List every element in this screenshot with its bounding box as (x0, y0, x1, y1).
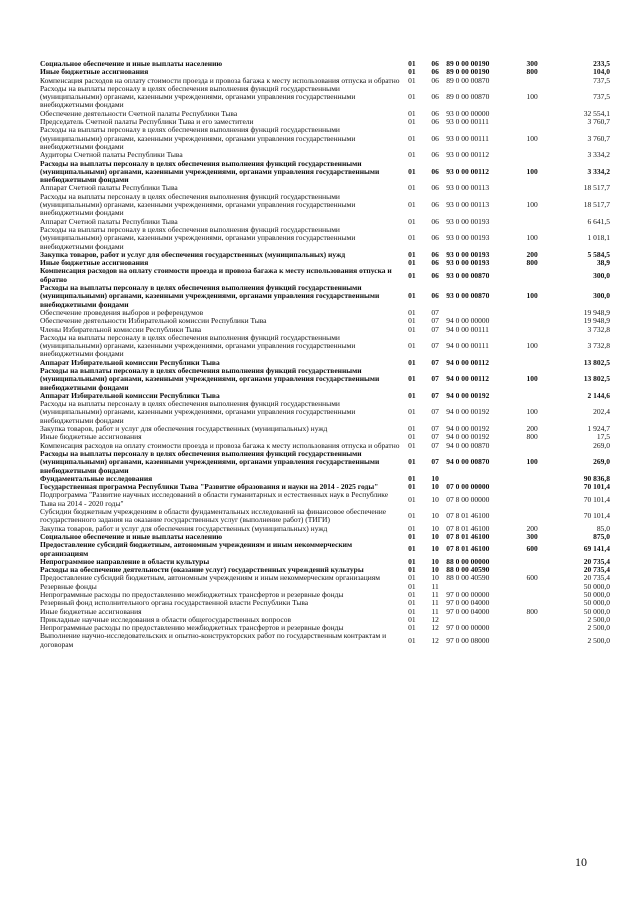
row-target-article-code: 93 0 00 00193 (446, 258, 490, 268)
row-expense-type-code (517, 483, 547, 491)
row-expense-type-code (517, 508, 547, 525)
row-expense-type-code (517, 616, 547, 624)
row-subsection-code: 06 (431, 200, 439, 210)
row-name: Расходы на выплаты персоналу в целях обеспечения выполнения функций государственными (муниципальными) органами, казенными учреждениями, органами управления государственными внебюджетными фондами (40, 224, 356, 251)
row-section-code: 01 (408, 432, 416, 442)
row-amount: 2 144,6 (587, 390, 610, 400)
row-subsection-code: 06 (431, 150, 439, 160)
table-row (40, 450, 610, 475)
row-subsection-code: 11 (431, 598, 439, 608)
row-target-article-code: 88 0 00 40590 (446, 565, 490, 575)
row-name: Предоставление субсидий бюджетным, автономным учреждениям и иным некоммерческим организациям (40, 573, 380, 583)
row-target-article-code: 93 0 00 00193 (446, 216, 490, 226)
row-amount: 20 735,4 (583, 573, 610, 583)
row-name: Субсидии бюджетным учреждениям в области фундаментальных исследований на финансовое обеспечение государственного задания на оказание государственных услуг (выполнение работ) (ТИГИ) (40, 507, 387, 525)
row-expense-type-code (517, 110, 547, 118)
table-row (40, 508, 610, 525)
row-subsection-code: 11 (431, 581, 439, 591)
row-name: Выполнение научно-исследовательских и опытно-конструкторских работ по государственным контрактам и договорам (40, 631, 387, 649)
row-name: Расходы на выплаты персоналу в целях обеспечения выполнения функций государственными (муниципальными) органами, казенными учреждениями, органами управления государственными внебюджетными фондами (40, 191, 356, 218)
row-amount: 6 641,5 (587, 216, 610, 226)
row-name: Расходы на выплаты персоналу в целях обеспечения выполнения функций государственными (муниципальными) органами, казенными учреждениями, органами управления государственными внебюджетными фондами (40, 332, 356, 359)
row-subsection-code: 06 (431, 291, 439, 301)
row-subsection-code: 07 (431, 407, 439, 417)
row-subsection-code: 10 (431, 531, 439, 541)
row-amount: 20 735,4 (583, 565, 610, 575)
row-expense-type-code: 800 (526, 606, 538, 616)
row-amount: 32 554,1 (583, 108, 610, 118)
row-name: Обеспечение проведения выборов и референдумов (40, 307, 204, 317)
row-target-article-code: 97 0 00 04000 (446, 598, 490, 608)
table-row (40, 226, 610, 251)
row-subsection-code: 12 (431, 635, 439, 645)
row-amount: 18 517,7 (583, 200, 610, 210)
row-amount: 18 517,7 (583, 183, 610, 193)
row-subsection-code: 06 (431, 270, 439, 280)
row-subsection-code: 10 (431, 482, 439, 492)
table-row (40, 334, 610, 359)
row-section-code: 01 (408, 565, 416, 575)
row-subsection-code: 06 (431, 216, 439, 226)
row-target-article-code: 89 0 00 00870 (446, 75, 490, 85)
row-expense-type-code: 100 (526, 92, 538, 102)
row-expense-type-code: 800 (526, 258, 538, 268)
row-section-code: 01 (408, 108, 416, 118)
row-target-article-code: 93 0 00 00112 (446, 150, 490, 160)
table-row (40, 193, 610, 218)
row-expense-type-code: 200 (526, 424, 538, 434)
row-expense-type-code (517, 267, 547, 284)
row-subsection-code: 11 (431, 606, 439, 616)
row-subsection-code: 07 (431, 390, 439, 400)
row-name: Предоставление субсидий бюджетным, автономным учреждениям и иным некоммерческим организациям (40, 540, 353, 558)
row-target-article-code: 94 0 00 00000 (446, 316, 490, 326)
row-expense-type-code: 200 (526, 249, 538, 259)
row-name: Непрограммное направление в области культуры (40, 556, 210, 566)
row-target-article-code: 93 0 00 00193 (446, 249, 490, 259)
row-name: Подпрограмма "Развитие научных исследований в области гуманитарных и естественных наук в Республике Тыва на 2014 - 2020 годы" (40, 490, 389, 508)
row-amount: 269,0 (593, 457, 610, 467)
row-section-code: 01 (408, 166, 416, 176)
table-row (40, 400, 610, 425)
row-target-article-code: 97 0 00 00000 (446, 623, 490, 633)
row-name: Прикладные научные исследования в области общегосударственных вопросов (40, 614, 291, 624)
row-subsection-code: 10 (431, 573, 439, 583)
row-amount: 20 735,4 (583, 556, 610, 566)
row-name: Аппарат Счетной палаты Республики Тыва (40, 183, 178, 193)
row-section-code: 01 (408, 494, 416, 504)
table-row (40, 284, 610, 309)
row-expense-type-code: 600 (526, 573, 538, 583)
row-section-code: 01 (408, 258, 416, 268)
row-subsection-code: 07 (431, 457, 439, 467)
row-subsection-code: 07 (431, 324, 439, 334)
row-name: Непрограммные расходы по предоставлению межбюджетных трансфертов и резервные фонды (40, 623, 344, 633)
row-section-code: 01 (408, 424, 416, 434)
row-amount: 3 334,2 (587, 150, 610, 160)
row-section-code: 01 (408, 150, 416, 160)
row-target-article-code: 07 8 01 46100 (446, 523, 490, 533)
row-section-code: 01 (408, 473, 416, 483)
row-name: Иные бюджетные ассигнования (40, 606, 142, 616)
row-name: Расходы на выплаты персоналу в целях обеспечения выполнения функций государственными (муниципальными) органами, казенными учреждениями, органами управления государственными внебюджетными фондами (40, 365, 380, 392)
row-name: Расходы на выплаты персоналу в целях обеспечения выполнения функций государственными (муниципальными) органами, казенными учреждениями, органами управления государственными внебюджетными фондами (40, 283, 380, 309)
row-expense-type-code (517, 632, 547, 649)
row-section-code: 01 (408, 581, 416, 591)
row-section-code: 01 (408, 598, 416, 608)
row-amount: 70 101,4 (583, 511, 610, 521)
row-section-code: 01 (408, 233, 416, 243)
row-subsection-code: 06 (431, 249, 439, 259)
row-expense-type-code: 100 (526, 133, 538, 143)
row-name: Резервные фонды (40, 581, 97, 591)
row-section-code: 01 (408, 75, 416, 85)
row-subsection-code: 07 (431, 341, 439, 351)
row-amount: 3 760,7 (587, 117, 610, 127)
row-target-article-code: 89 0 00 00870 (446, 92, 490, 102)
row-target-article-code: 88 0 00 40590 (446, 573, 490, 583)
row-expense-type-code: 600 (526, 544, 538, 554)
row-expense-type-code: 100 (526, 407, 538, 417)
row-section-code: 01 (408, 200, 416, 210)
row-name: Социальное обеспечение и иные выплаты населению (40, 59, 223, 68)
row-name: Аппарат Избирательной комиссии Республики Тыва (40, 390, 220, 400)
row-section-code: 01 (408, 59, 416, 68)
row-amount: 875,0 (593, 531, 610, 541)
table-row (40, 267, 610, 284)
row-subsection-code: 06 (431, 183, 439, 193)
table-row (40, 126, 610, 151)
row-amount: 3 334,2 (587, 166, 610, 176)
row-subsection-code: 07 (431, 424, 439, 434)
row-expense-type-code (517, 118, 547, 126)
row-expense-type-code: 100 (526, 233, 538, 243)
row-subsection-code: 06 (431, 75, 439, 85)
row-subsection-code: 10 (431, 544, 439, 554)
row-name: Компенсация расходов на оплату стоимости проезда и провоза багажа к месту использования отпуска и обратно (40, 266, 392, 284)
row-amount: 300,0 (593, 270, 610, 280)
row-target-article-code: 94 0 00 00870 (446, 457, 490, 467)
row-section-code: 01 (408, 635, 416, 645)
row-subsection-code: 06 (431, 92, 439, 102)
row-target-article-code: 93 0 00 00000 (446, 108, 490, 118)
budget-table-body (40, 60, 610, 649)
row-subsection-code: 06 (431, 258, 439, 268)
row-amount: 50 000,0 (583, 598, 610, 608)
row-section-code: 01 (408, 117, 416, 127)
row-expense-type-code: 100 (526, 457, 538, 467)
row-target-article-code: 07 8 01 46100 (446, 544, 490, 554)
row-section-code: 01 (408, 511, 416, 521)
row-target-article-code: 93 0 00 00111 (446, 133, 489, 143)
table-row (40, 632, 610, 649)
row-section-code: 01 (408, 573, 416, 583)
row-expense-type-code (517, 442, 547, 450)
row-target-article-code: 97 0 00 00000 (446, 590, 490, 599)
row-target-article-code: 94 0 00 00192 (446, 432, 490, 442)
row-amount: 50 000,0 (583, 606, 610, 616)
row-section-code: 01 (408, 183, 416, 193)
row-expense-type-code (517, 359, 547, 367)
row-expense-type-code (517, 392, 547, 400)
row-expense-type-code (517, 77, 547, 85)
row-section-code: 01 (408, 216, 416, 226)
row-amount: 737,5 (593, 75, 610, 85)
row-expense-type-code (517, 317, 547, 325)
row-name: Аппарат Счетной палаты Республики Тыва (40, 216, 178, 226)
row-amount: 90 836,8 (583, 473, 610, 483)
row-target-article-code: 97 0 00 08000 (446, 635, 490, 645)
row-target-article-code: 07 0 00 00000 (446, 482, 490, 492)
row-expense-type-code (517, 151, 547, 159)
row-target-article-code: 88 0 00 00000 (446, 556, 490, 566)
page-number: 10 (575, 855, 587, 869)
row-amount: 70 101,4 (583, 482, 610, 492)
row-amount: 1 924,7 (587, 424, 610, 434)
row-section-code: 01 (408, 316, 416, 326)
row-subsection-code: 10 (431, 473, 439, 483)
row-target-article-code: 07 8 00 00000 (446, 494, 490, 504)
row-subsection-code: 10 (431, 523, 439, 533)
row-expense-type-code: 300 (526, 59, 538, 68)
row-expense-type-code (517, 218, 547, 226)
row-target-article-code: 93 0 00 00113 (446, 183, 490, 193)
row-subsection-code: 07 (431, 316, 439, 326)
row-section-code: 01 (408, 341, 416, 351)
row-amount: 13 802,5 (583, 374, 610, 384)
row-section-code: 01 (408, 556, 416, 566)
row-target-article-code: 94 0 00 00192 (446, 407, 490, 417)
row-subsection-code: 06 (431, 117, 439, 127)
row-expense-type-code (517, 583, 547, 591)
row-expense-type-code: 300 (526, 531, 538, 541)
row-amount: 202,4 (593, 407, 610, 417)
row-amount: 300,0 (593, 291, 610, 301)
row-amount: 38,9 (596, 258, 610, 268)
row-name: Непрограммные расходы по предоставлению межбюджетных трансфертов и резервные фонды (40, 590, 344, 599)
table-row (40, 491, 610, 508)
row-subsection-code: 07 (431, 357, 439, 367)
row-target-article-code: 07 8 01 46100 (446, 531, 490, 541)
row-subsection-code: 06 (431, 108, 439, 118)
row-amount: 13 802,5 (583, 357, 610, 367)
table-row (40, 541, 610, 558)
row-target-article-code: 94 0 00 00192 (446, 424, 490, 434)
row-name: Аудиторы Счетной палаты Республики Тыва (40, 150, 183, 160)
row-amount: 269,0 (593, 440, 610, 450)
budget-table (40, 60, 610, 649)
row-expense-type-code (517, 326, 547, 334)
row-subsection-code: 10 (431, 494, 439, 504)
row-amount: 50 000,0 (583, 590, 610, 599)
row-amount: 3 732,8 (587, 324, 610, 334)
row-target-article-code: 93 0 00 00111 (446, 117, 489, 127)
row-name: Закупка товаров, работ и услуг для обеспечения государственных (муниципальных) нужд (40, 249, 346, 259)
row-name: Иные бюджетные ассигнования (40, 432, 142, 442)
row-section-code: 01 (408, 374, 416, 384)
row-expense-type-code: 100 (526, 200, 538, 210)
row-amount: 70 101,4 (583, 494, 610, 504)
table-row (40, 367, 610, 392)
row-expense-type-code: 100 (526, 341, 538, 351)
row-section-code: 01 (408, 457, 416, 467)
row-expense-type-code: 800 (526, 432, 538, 442)
row-section-code: 01 (408, 523, 416, 533)
row-amount: 19 948,9 (583, 316, 610, 326)
row-subsection-code: 06 (431, 59, 439, 68)
row-section-code: 01 (408, 614, 416, 624)
row-target-article-code: 94 0 00 00192 (446, 390, 490, 400)
row-name: Расходы на выплаты персоналу в целях обеспечения выполнения функций государственными (муниципальными) органами, казенными учреждениями, органами управления государственными внебюджетными фондами (40, 448, 380, 475)
row-subsection-code: 07 (431, 374, 439, 384)
row-section-code: 01 (408, 291, 416, 301)
row-amount: 104,0 (593, 67, 610, 77)
row-target-article-code: 94 0 00 00111 (446, 324, 489, 334)
row-subsection-code: 10 (431, 565, 439, 575)
row-subsection-code: 10 (431, 556, 439, 566)
row-amount: 17,5 (596, 432, 610, 442)
row-amount: 3 732,8 (587, 341, 610, 351)
row-amount: 2 500,0 (587, 635, 610, 645)
row-expense-type-code: 200 (526, 523, 538, 533)
row-section-code: 01 (408, 606, 416, 616)
row-section-code: 01 (408, 407, 416, 417)
row-section-code: 01 (408, 623, 416, 633)
row-subsection-code: 06 (431, 233, 439, 243)
row-amount: 737,5 (593, 92, 610, 102)
row-section-code: 01 (408, 531, 416, 541)
row-amount: 5 584,5 (587, 249, 610, 259)
row-section-code: 01 (408, 133, 416, 143)
row-section-code: 01 (408, 390, 416, 400)
row-name: Иные бюджетные ассигнования (40, 258, 149, 268)
row-section-code: 01 (408, 482, 416, 492)
row-name: Обеспечение деятельности Счетной палаты Республики Тыва (40, 108, 238, 118)
row-name: Обеспечение деятельности Избирательной комиссии Республики Тыва (40, 316, 267, 326)
row-target-article-code: 93 0 00 00870 (446, 291, 490, 301)
row-expense-type-code (517, 475, 547, 483)
row-subsection-code: 07 (431, 307, 439, 317)
row-target-article-code: 94 0 00 00870 (446, 440, 490, 450)
table-row (40, 85, 610, 110)
table-row (40, 160, 610, 185)
row-name: Члены Избирательной комиссии Республики Тыва (40, 324, 202, 334)
row-subsection-code: 07 (431, 440, 439, 450)
row-target-article-code: 93 0 00 00870 (446, 270, 490, 280)
row-name: Расходы на выплаты персоналу в целях обеспечения выполнения функций государственными (муниципальными) органами, казенными учреждениями, органами управления государственными внебюджетными фондами (40, 125, 356, 151)
row-expense-type-code: 100 (526, 166, 538, 176)
row-section-code: 01 (408, 270, 416, 280)
row-name: Компенсация расходов на оплату стоимости проезда и провоза багажа к месту использования отпуска и обратно (40, 75, 400, 85)
row-expense-type-code (517, 591, 547, 599)
row-expense-type-code (517, 624, 547, 632)
row-target-article-code: 94 0 00 00112 (446, 357, 489, 367)
row-amount: 69 141,4 (583, 544, 610, 554)
row-subsection-code: 06 (431, 67, 439, 77)
row-target-article-code: 07 8 01 46100 (446, 511, 490, 521)
row-amount: 2 500,0 (587, 623, 610, 633)
row-name: Аппарат Избирательной комиссии Республики Тыва (40, 357, 220, 367)
row-section-code: 01 (408, 357, 416, 367)
row-expense-type-code: 800 (526, 67, 538, 77)
row-target-article-code: 93 0 00 00112 (446, 166, 489, 176)
row-subsection-code: 12 (431, 614, 439, 624)
row-section-code: 01 (408, 307, 416, 317)
row-name: Иные бюджетные ассигнования (40, 67, 149, 77)
row-section-code: 01 (408, 440, 416, 450)
row-section-code: 01 (408, 92, 416, 102)
row-target-article-code: 97 0 00 04000 (446, 606, 490, 616)
row-section-code: 01 (408, 67, 416, 77)
row-subsection-code: 07 (431, 432, 439, 442)
row-expense-type-code: 100 (526, 374, 538, 384)
row-expense-type-code (517, 491, 547, 508)
row-target-article-code: 93 0 00 00113 (446, 200, 490, 210)
table-row (40, 574, 610, 582)
row-subsection-code: 10 (431, 511, 439, 521)
row-expense-type-code (517, 309, 547, 317)
row-amount: 2 500,0 (587, 614, 610, 624)
row-name: Расходы на выплаты персоналу в целях обеспечения выполнения функций государственными (муниципальными) органами, казенными учреждениями, органами управления государственными внебюджетными фондами (40, 83, 356, 110)
row-amount: 1 018,1 (587, 233, 610, 243)
row-expense-type-code: 100 (526, 291, 538, 301)
row-amount: 3 760,7 (587, 133, 610, 143)
row-amount: 19 948,9 (583, 307, 610, 317)
row-target-article-code: 89 0 00 00190 (446, 59, 490, 68)
row-name: Социальное обеспечение и иные выплаты населению (40, 531, 223, 541)
row-expense-type-code (517, 558, 547, 566)
row-target-article-code: 93 0 00 00193 (446, 233, 490, 243)
row-name: Резервный фонд исполнительного органа государственной власти Республики Тыва (40, 598, 309, 608)
row-section-code: 01 (408, 324, 416, 334)
row-name: Расходы на обеспечение деятельности (оказание услуг) государственных учреждений культуры (40, 565, 364, 575)
row-subsection-code: 11 (431, 590, 439, 599)
row-target-article-code: 94 0 00 00111 (446, 341, 489, 351)
row-name: Расходы на выплаты персоналу в целях обеспечения выполнения функций государственными (муниципальными) органами, казенными учреждениями, органами управления государственными внебюджетными фондами (40, 158, 380, 185)
row-target-article-code: 94 0 00 00112 (446, 374, 489, 384)
row-section-code: 01 (408, 544, 416, 554)
row-target-article-code: 89 0 00 00190 (446, 67, 490, 77)
row-name: Закупка товаров, работ и услуг для обеспечения государственных (муниципальных) нужд (40, 424, 328, 434)
row-name: Компенсация расходов на оплату стоимости проезда и провоза багажа к месту использования отпуска и обратно (40, 440, 400, 450)
row-amount: 85,0 (596, 523, 610, 533)
row-amount: 233,5 (593, 59, 610, 68)
row-amount: 50 000,0 (583, 581, 610, 591)
row-name: Председатель Счетной палаты Республики Тыва и его заместители (40, 117, 254, 127)
row-subsection-code: 06 (431, 166, 439, 176)
row-subsection-code: 12 (431, 623, 439, 633)
row-name: Закупка товаров, работ и услуг для обеспечения государственных (муниципальных) нужд (40, 523, 328, 533)
row-section-code: 01 (408, 590, 416, 599)
row-subsection-code: 06 (431, 133, 439, 143)
row-name: Расходы на выплаты персоналу в целях обеспечения выполнения функций государственными (муниципальными) органами, казенными учреждениями, органами управления государственными внебюджетными фондами (40, 399, 356, 425)
row-name: Государственная программа Республики Тыва "Развитие образования и науки на 2014 - 2025 годы" (40, 482, 379, 492)
row-section-code: 01 (408, 249, 416, 259)
row-expense-type-code (517, 184, 547, 192)
row-name: Фундаментальные исследования (40, 473, 153, 483)
